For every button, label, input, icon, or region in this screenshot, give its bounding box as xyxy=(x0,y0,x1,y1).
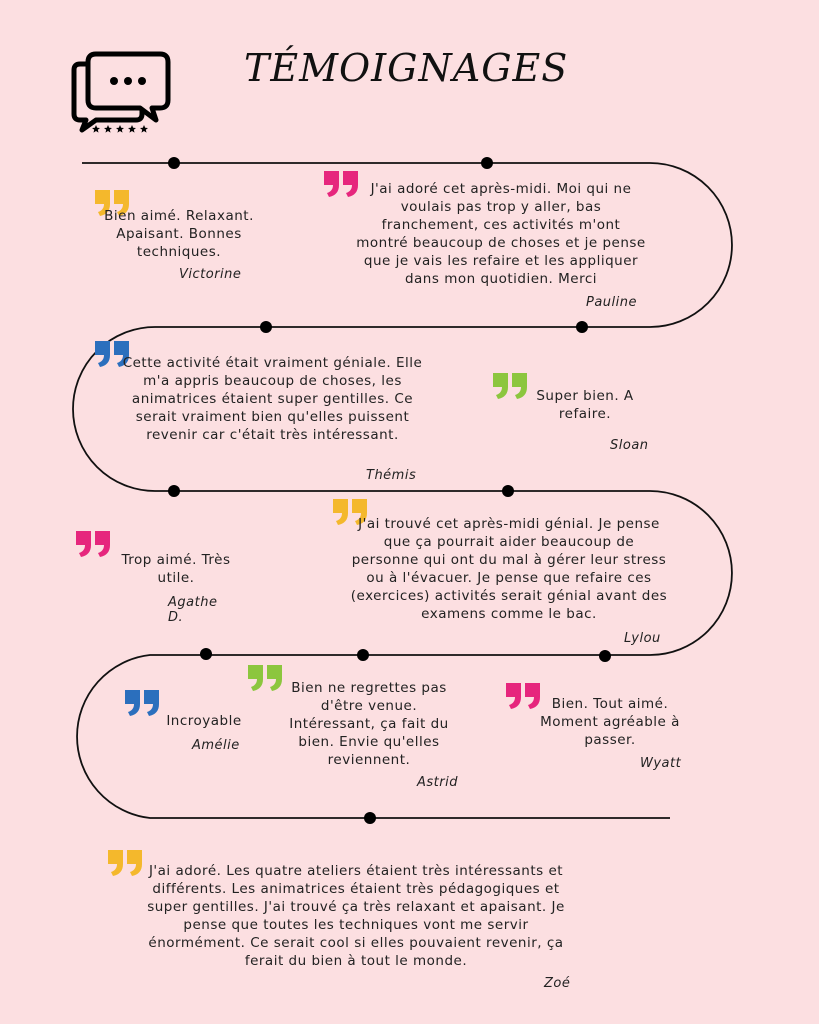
timeline-dot xyxy=(260,321,272,333)
quote-icon xyxy=(125,690,163,716)
testimonial-text: Trop aimé. Très utile. xyxy=(121,552,231,586)
timeline-dot xyxy=(576,321,588,333)
timeline-dot xyxy=(364,812,376,824)
timeline-dot xyxy=(200,648,212,660)
page-title: TÉMOIGNAGES xyxy=(244,46,569,90)
testimonial-author: Victorine xyxy=(179,267,242,282)
timeline-dot xyxy=(599,650,611,662)
testimonial-text: J'ai adoré. Les quatre ateliers étaient très intéressants et différents. Les animatrices étaient très pédagogiques et super gentilles. J'ai trouvé ça très relaxant et apaisant. Je pense que toutes les techniques vont me servir énormément. Ce serait cool si elles pouvaient revenir, ça ferait du bien à tout le monde. xyxy=(147,863,565,969)
testimonial-text: Incroyable xyxy=(166,713,242,729)
timeline-dot xyxy=(168,157,180,169)
testimonial-author: Thémis xyxy=(366,468,417,483)
timeline-dot xyxy=(481,157,493,169)
testimonial-text: J'ai trouvé cet après-midi génial. Je pense que ça pourrait aider beaucoup de personne qui ont du mal à gérer leur stress ou à l'évacuer. Je pense que refaire ces (exercices) activités serait génial avant des examens comme le bac. xyxy=(350,516,668,622)
testimonial-author: Amélie xyxy=(192,738,240,753)
timeline-dot xyxy=(357,649,369,661)
testimonial-author: Lylou xyxy=(624,631,661,646)
quote-icon xyxy=(76,531,114,557)
testimonial-author: Pauline xyxy=(586,295,638,310)
testimonial-author: Zoé xyxy=(544,976,571,991)
chat-bubbles-with-stars-icon xyxy=(70,48,174,134)
testimonial-text: Bien ne regrettes pas d'être venue. Intéressant, ça fait du bien. Envie qu'elles reviennent. xyxy=(289,680,449,768)
timeline-dot xyxy=(502,485,514,497)
testimonial-text: Cette activité était vraiment géniale. Elle m'a appris beaucoup de choses, les animatrices étaient super gentilles. Ce serait vraiment bien qu'elles puissent revenir car c'était très intéressant. xyxy=(122,355,423,443)
testimonial-author: Sloan xyxy=(610,438,649,453)
testimonial-text: Bien. Tout aimé. Moment agréable à passer. xyxy=(540,696,680,748)
testimonial-author: Astrid xyxy=(417,775,458,790)
quote-icon xyxy=(506,683,544,709)
testimonial-text: Bien aimé. Relaxant. Apaisant. Bonnes techniques. xyxy=(104,208,254,260)
testimonial-author: Wyatt xyxy=(640,756,682,771)
timeline-dot xyxy=(168,485,180,497)
testimonial-text: Super bien. A refaire. xyxy=(536,388,634,422)
testimonial-text: J'ai adoré cet après-midi. Moi qui ne voulais pas trop y aller, bas franchement, ces activités m'ont montré beaucoup de choses et je pense que je vais les refaire et les appliquer dans mon quotidien. Merci xyxy=(356,181,646,287)
testimonial-author: Agathe D. xyxy=(168,595,218,625)
